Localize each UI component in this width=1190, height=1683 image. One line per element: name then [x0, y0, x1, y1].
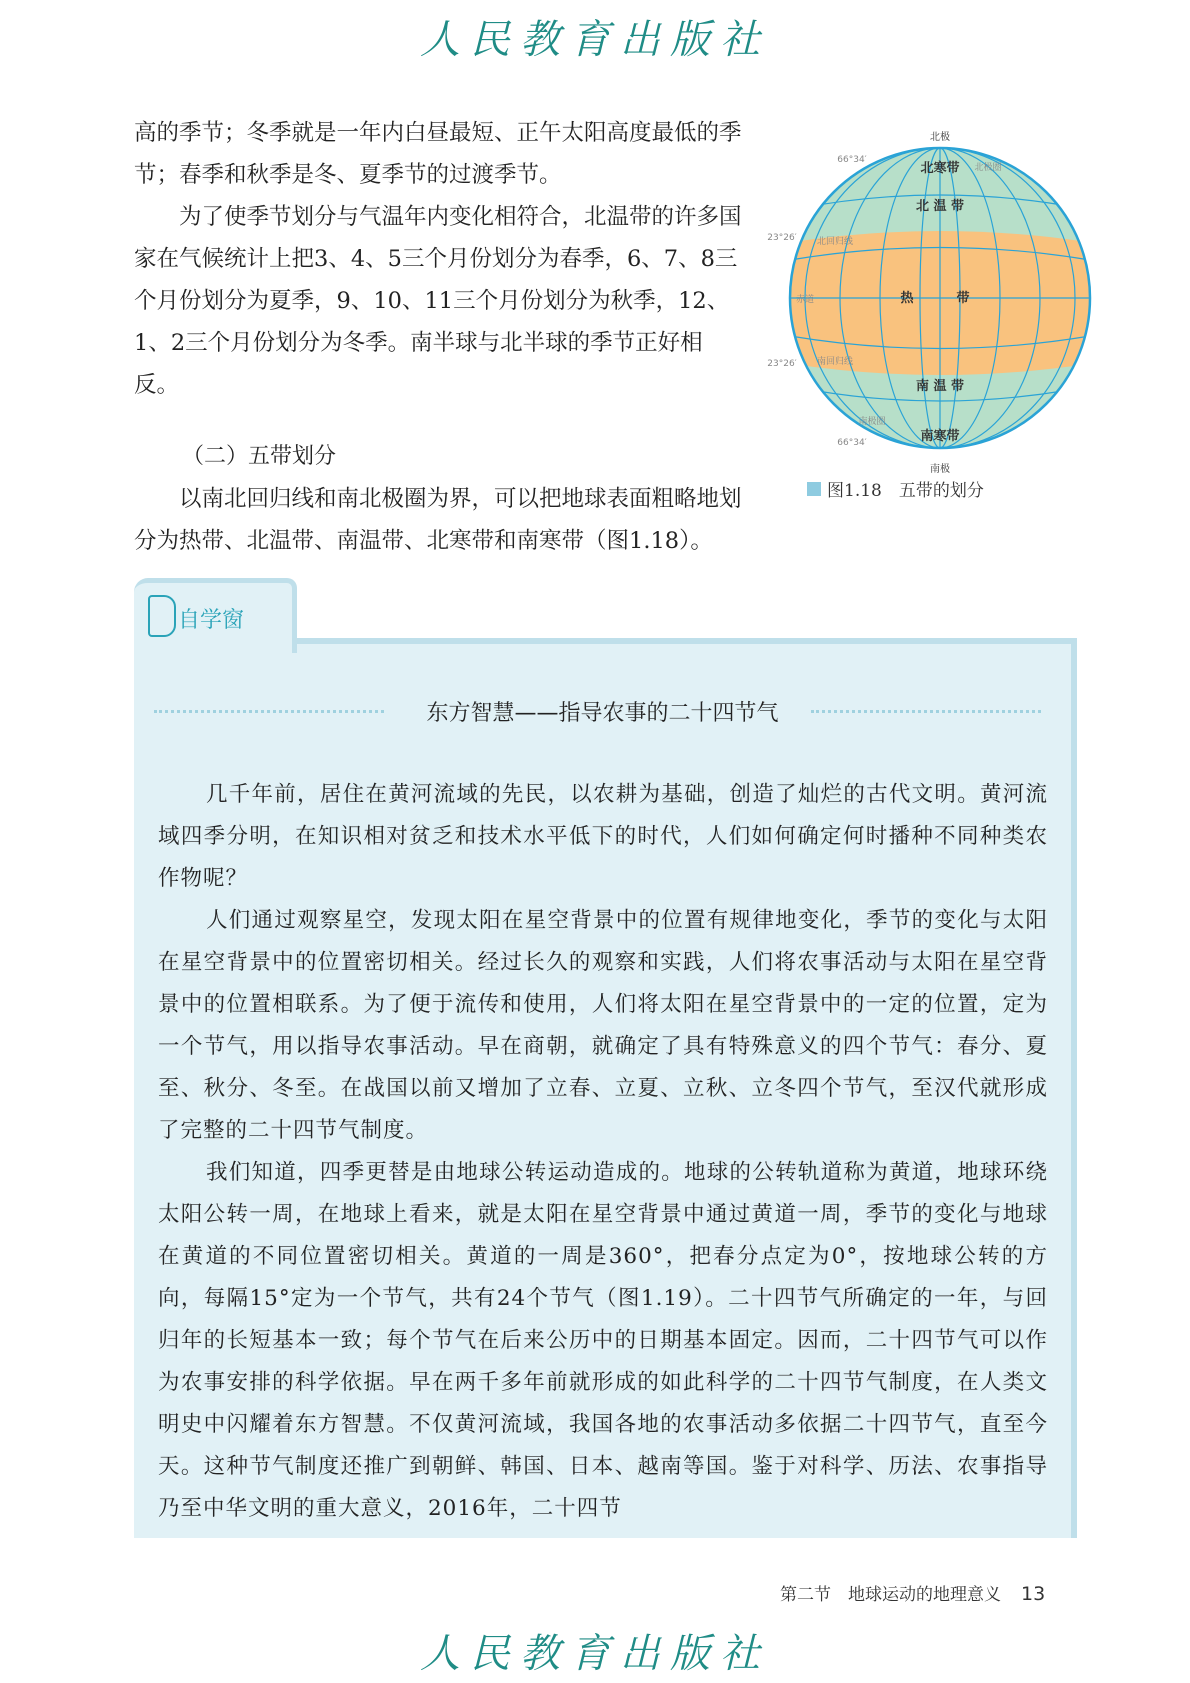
arctic-circle-label: 北极圈 [974, 163, 1002, 173]
latitude-label: 23°26′ [767, 233, 797, 243]
page-number: 13 [1021, 1583, 1046, 1605]
latitude-label: 66°34′ [837, 438, 867, 448]
paragraph: 为了使季节划分与气温年内变化相符合，北温带的许多国家在气候统计上把3、4、5三个月份划分为春季，6、7、8三个月份划分为夏季，9、10、11三个月份划分为秋季，12、1、2三个月份划分为冬季。南半球与北半球的季节正好相反。 [134, 204, 742, 398]
caption-text: 图1.18 五带的划分 [827, 481, 984, 501]
tropic-of-cancer-label: 北回归线 [816, 237, 854, 247]
south-temperate-label: 南 温 带 [915, 379, 965, 394]
section-heading: （二）五带划分 [182, 444, 337, 469]
north-frigid-label: 北寒带 [920, 161, 960, 176]
paragraph: 高的季节；冬季就是一年内白昼最短、正午太阳高度最低的季节；春季和秋季是冬、夏季节的过渡季节。 [134, 120, 742, 188]
tropic-of-capricorn-label: 南回归线 [816, 357, 854, 367]
publisher-logo: 人民教育出版社 [420, 1631, 770, 1677]
five-zones-globe [760, 110, 1120, 480]
publisher-logo: 人民教育出版社 [420, 17, 770, 63]
equator-label: 赤道 [795, 295, 815, 305]
caption-marker [807, 482, 821, 496]
south-pole-label: 南极 [930, 464, 950, 475]
latitude-label: 23°26′ [767, 359, 797, 369]
paragraph: 几千年前，居住在黄河流域的先民，以农耕为基础，创造了灿烂的古代文明。黄河流域四季分明，在知识相对贫乏和技术水平低下的时代，人们如何确定何时播种不同种类农作物呢？ [158, 782, 1048, 891]
divider-dots [811, 710, 1041, 713]
main-text [134, 112, 746, 562]
tropical-label: 带 [956, 291, 970, 306]
north-pole-label: 北极 [930, 132, 950, 143]
tropical-label: 热 [900, 291, 914, 306]
box-title: 东方智慧——指导农事的二十四节气 [426, 701, 779, 726]
latitude-label: 66°34′ [837, 155, 867, 165]
footer-section: 第二节 地球运动的地理意义 [780, 1585, 1001, 1605]
self-study-tab [134, 578, 297, 653]
paragraph: 人们通过观察星空，发现太阳在星空背景中的位置有规律地变化，季节的变化与太阳在星空背景中的位置密切相关。经过长久的观察和实践，人们将农事活动与太阳在星空背景中的位置相联系。为了便于流传和使用，人们将太阳在星空背景中的一定的位置，定为一个节气，用以指导农事活动。早在商朝，就确定了具有特殊意义的四个节气：春分、夏至、秋分、冬至。在战国以前又增加了立春、立夏、立秋、立冬四个节气，至汉代就形成了完整的二十四节气制度。 [158, 908, 1048, 1143]
antarctic-circle-label: 南极圈 [858, 417, 886, 427]
paragraph: 我们知道，四季更替是由地球公转运动造成的。地球的公转轨道称为黄道，地球环绕太阳公转一周，在地球上看来，就是太阳在星空背景中通过黄道一周，季节的变化与地球在黄道的不同位置密切相关。黄道的一周是360°，把春分点定为0°，按地球公转的方向，每隔15°定为一个节气，共有24个节气（图1.19）。二十四节气所确定的一年，与回归年的长短基本一致；每个节气在后来公历中的日期基本固定。因而，二十四节气可以作为农事安排的科学依据。早在两千多年前就形成的如此科学的二十四节气制度，在人类文明史中闪耀着东方智慧。不仅黄河流域，我国各地的农事活动多依据二十四节气，直至今天。这种节气制度还推广到朝鲜、韩国、日本、越南等国。鉴于对科学、历法、农事指导乃至中华文明的重大意义，2016年，二十四节 [158, 1160, 1048, 1521]
self-study-icon [148, 595, 176, 637]
page-footer [780, 1580, 1045, 1605]
paragraph: 以南北回归线和南北极圈为界，可以把地球表面粗略地划分为热带、北温带、南温带、北寒带和南寒带（图1.18）。 [134, 486, 742, 554]
box-body [158, 774, 1048, 1530]
self-study-box [134, 638, 1077, 1538]
south-frigid-label: 南寒带 [920, 429, 960, 444]
tab-label: 自学窗 [178, 608, 245, 633]
north-temperate-label: 北 温 带 [915, 199, 965, 214]
figure-caption [807, 476, 984, 501]
